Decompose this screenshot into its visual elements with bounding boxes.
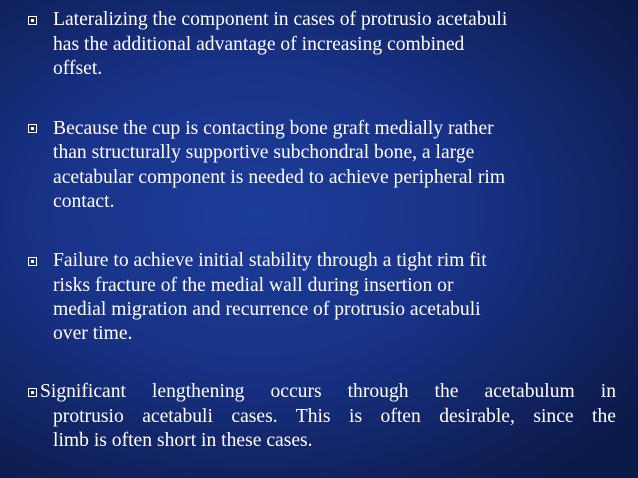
- bullet-text-line: over time.: [53, 323, 133, 344]
- bullet-text-line: medial migration and recurrence of protrusio acetabuli: [53, 299, 481, 320]
- bullet-text-line: risks fracture of the medial wall during insertion or: [53, 275, 454, 296]
- bullet-text-line: offset.: [53, 58, 103, 79]
- bullet-text-line: Because the cup is contacting bone graft medially rather: [53, 118, 494, 139]
- bullet-text-line: has the additional advantage of increasing combined: [53, 34, 465, 55]
- bullet-text-line: Lateralizing the component in cases of protrusio acetabuli: [53, 9, 508, 30]
- bullet-text-line: than structurally supportive subchondral bone, a large: [53, 142, 475, 163]
- square-bullet-icon: [28, 16, 37, 25]
- square-bullet-icon: [28, 388, 37, 397]
- bullet-text-line: acetabular component is needed to achieve peripheral rim: [53, 167, 506, 188]
- square-bullet-icon: [28, 257, 37, 266]
- square-bullet-icon: [28, 124, 37, 133]
- bullet-text-line: contact.: [53, 191, 115, 212]
- bullet-text-line: Significant lengthening occurs through the acetabulum in: [40, 381, 616, 402]
- bullet-text-line: protrusio acetabuli cases. This is often desirable, since the: [53, 406, 616, 427]
- bullet-text-line: Failure to achieve initial stability through a tight rim fit: [53, 250, 487, 271]
- bullet-text-line: limb is often short in these cases.: [53, 430, 313, 451]
